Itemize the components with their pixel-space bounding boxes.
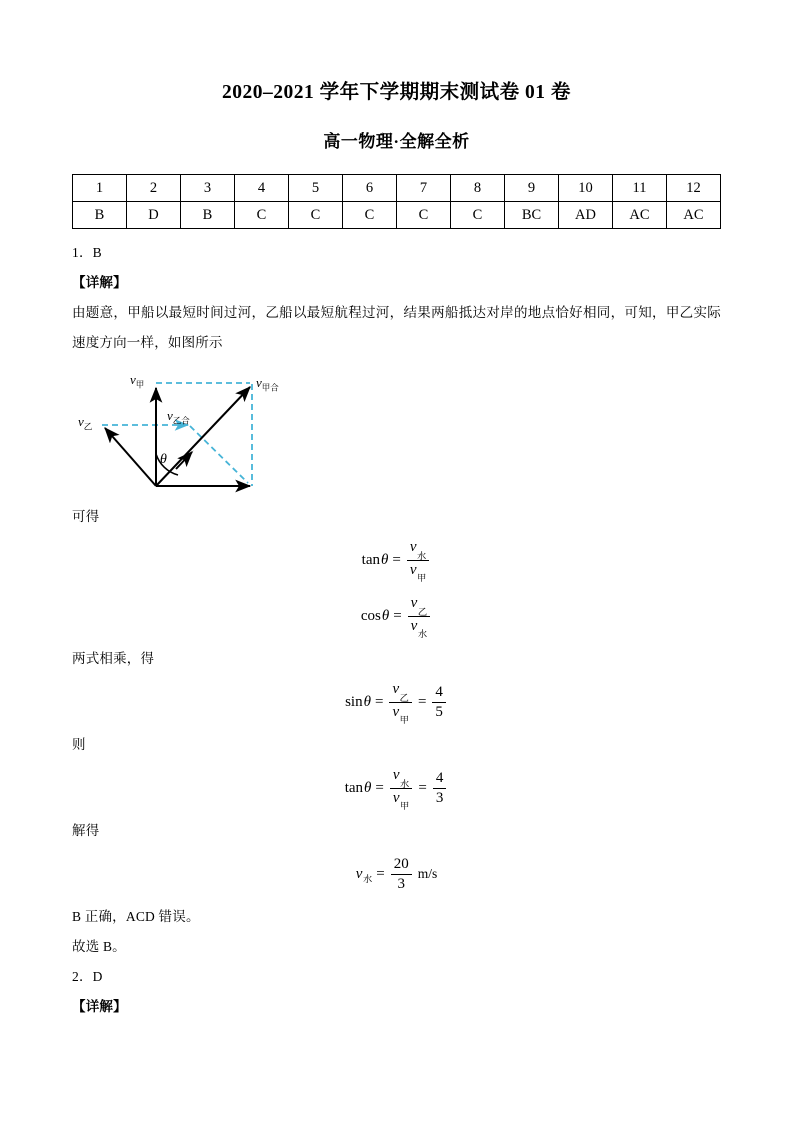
table-cell-answer: AC [667,202,721,229]
formula-den-sub: 甲 [400,802,410,813]
solution-1-connector-1: 可得 [72,509,100,525]
solution-1-conclusion-2: 故选 B。 [72,939,126,955]
formula-equals: = [393,607,402,624]
formula-tan-theta-1 [72,532,721,588]
formula-num-sub: 乙 [399,693,409,704]
formula-unit: m/s [417,866,438,882]
formula-num-base: v [409,539,417,556]
table-cell-number: 4 [235,175,289,202]
formula-equals-2: = [418,779,427,796]
answer-key-table [72,174,721,229]
formula-cos-theta [72,588,721,644]
table-cell-answer: C [343,202,397,229]
formula-equals-2: = [417,693,427,710]
table-cell-number: 8 [451,175,505,202]
formula-den-base: v [410,617,418,634]
page-content [72,0,721,1022]
formula-fn: tan [361,551,380,568]
table-cell-number: 3 [181,175,235,202]
formula-den-base: v [392,703,400,720]
label-theta: θ [160,452,167,468]
formula-den-base: v [392,789,400,806]
formula-angle: θ [363,693,371,710]
formula-num-base: v [410,595,418,612]
solution-1-heading: 1．B [72,245,102,261]
formula-den-sub: 水 [417,630,428,641]
table-cell-number: 9 [505,175,559,202]
table-row-answers [73,202,721,229]
table-cell-answer: B [73,202,127,229]
table-cell-answer: B [181,202,235,229]
formula-den-base: v [409,561,417,578]
formula-num: 20 [391,856,412,875]
solution-1-paragraph: 由题意，甲船以最短时间过河，乙船以最短航程过河，结果两船抵达对岸的地点恰好相同，可知，甲乙实际速度方向一样，如图所示 [72,305,721,351]
table-cell-answer: AC [613,202,667,229]
document-title: 2020–2021 学年下学期期末测试卷 01 卷 [222,82,571,103]
table-cell-number: 11 [613,175,667,202]
table-cell-answer: C [397,202,451,229]
formula-num-sub: 乙 [417,607,428,618]
label-v-yi: $v_乙$ [78,414,93,432]
formula-num2: 4 [432,684,446,703]
formula-tan-theta-2 [72,760,721,816]
formula-fn: cos [360,607,381,624]
formula-fn: tan [344,779,364,796]
label-v-jia-he: $v_{甲合}$ [256,375,279,393]
solution-1-connector-3: 则 [72,737,86,753]
table-cell-number: 2 [127,175,181,202]
formula-den2: 3 [435,789,444,806]
solution-1-conclusion-1: B 正确，ACD 错误。 [72,909,200,925]
label-v-yi-he: $v_{乙合}$ [167,408,190,426]
formula-den-sub: 甲 [417,574,427,585]
formula-equals: = [375,779,384,796]
solution-2-detail-label: 【详解】 [72,999,127,1015]
table-cell-number: 12 [667,175,721,202]
formula-den: 3 [397,875,405,892]
formula-num-base: v [392,681,400,698]
solid-vectors [105,387,250,486]
formula-var: v [355,865,363,882]
table-cell-number: 10 [559,175,613,202]
formula-den2: 5 [435,703,443,720]
solution-1-connector-4: 解得 [72,823,100,839]
formula-var-sub: 水 [362,874,373,885]
table-row-question-numbers [73,175,721,202]
formula-equals: = [392,551,401,568]
table-cell-answer: AD [559,202,613,229]
solution-1-connector-2: 两式相乘，得 [72,651,155,667]
document-subtitle: 高一物理·全解全析 [323,132,470,152]
formula-angle: θ [364,779,372,796]
table-cell-answer: D [127,202,181,229]
table-cell-number: 7 [397,175,451,202]
table-cell-answer: C [289,202,343,229]
label-v-jia: $v_甲$ [130,372,145,390]
vector-diagram-svg [72,362,352,502]
solution-1-detail-label: 【详解】 [72,275,127,291]
table-cell-number: 5 [289,175,343,202]
table-cell-answer: C [235,202,289,229]
formula-den-sub: 甲 [399,716,409,727]
formula-angle: θ [381,607,390,624]
formula-num-base: v [392,767,400,784]
formula-equals: = [374,693,384,710]
table-cell-answer: BC [505,202,559,229]
table-cell-number: 6 [343,175,397,202]
table-cell-number: 1 [73,175,127,202]
velocity-vector-diagram [72,362,721,502]
formula-sin-theta [72,674,721,730]
table-cell-answer: C [451,202,505,229]
formula-equals: = [376,865,385,882]
formula-num-sub: 水 [417,551,427,562]
solution-2-heading: 2．D [72,969,103,985]
formula-fn: sin [345,693,363,710]
formula-num2: 4 [433,770,447,789]
formula-num-sub: 水 [400,779,410,790]
construction-dashed-lines [102,383,252,486]
formula-v-water-result [72,846,721,902]
formula-angle: θ [381,551,389,568]
